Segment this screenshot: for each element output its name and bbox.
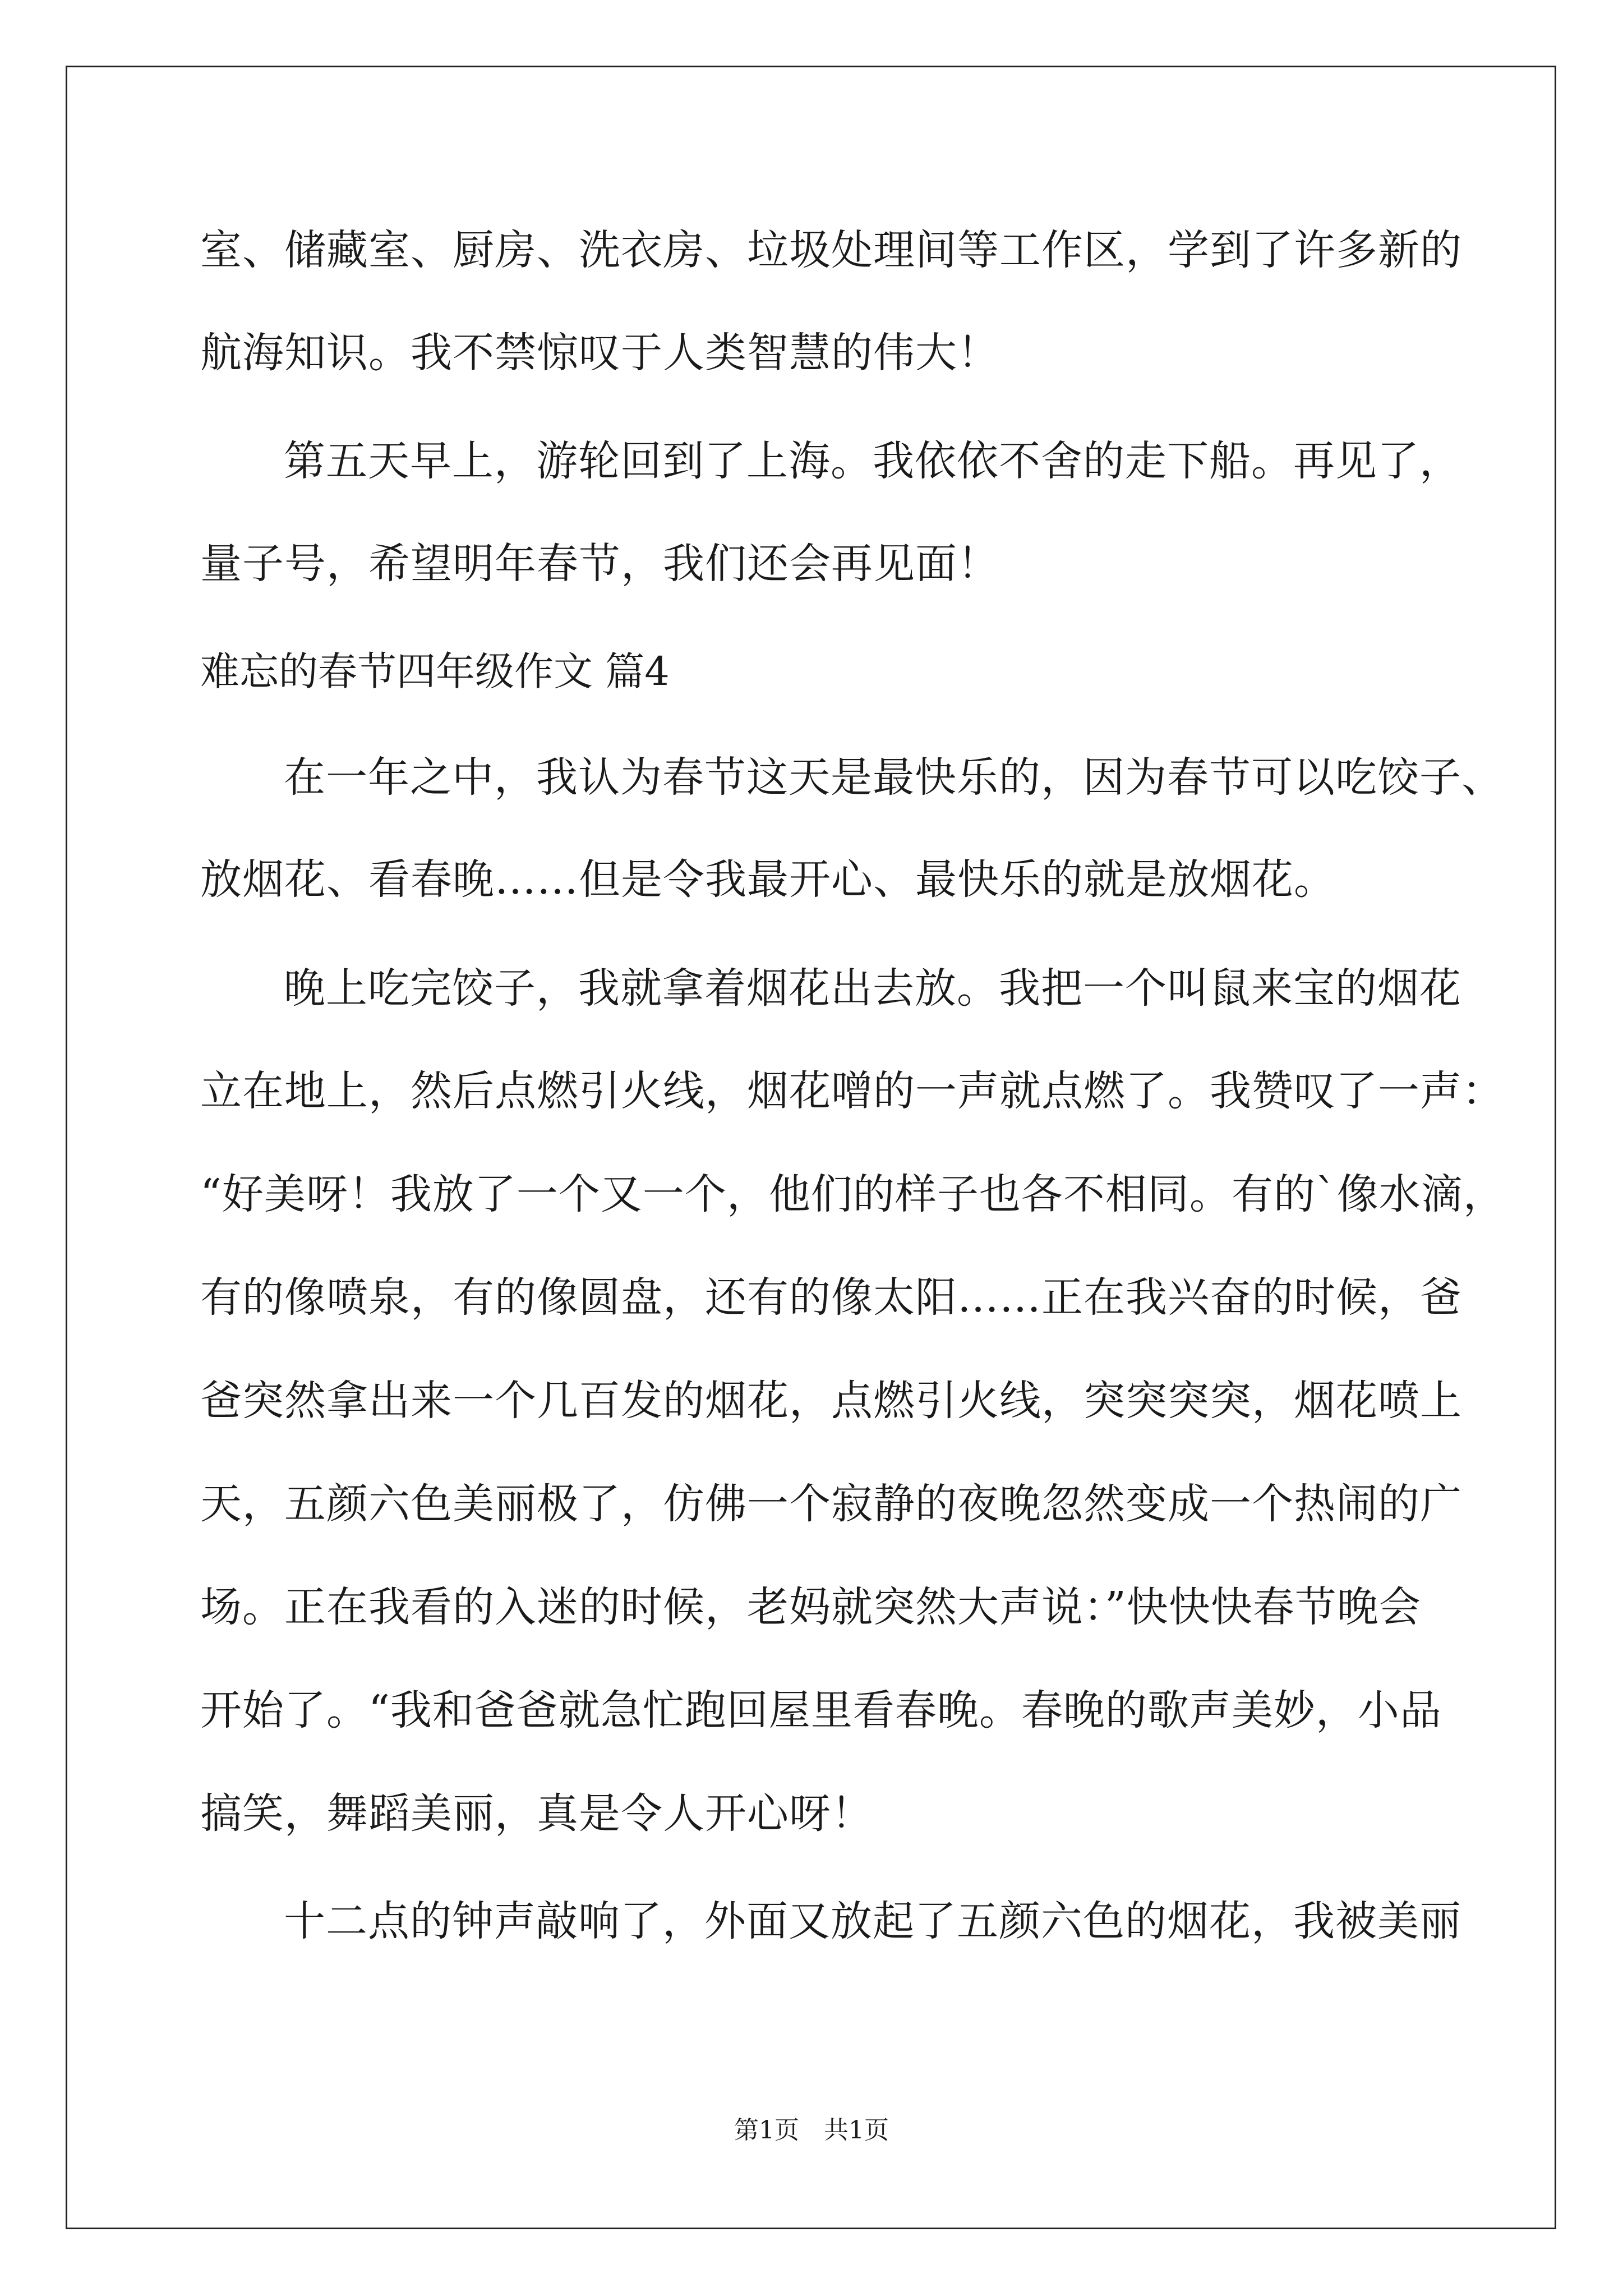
paragraph-line: 室、储藏室、厨房、洗衣房、垃圾处理间等工作区，学到了许多新的 [200, 226, 1462, 274]
paragraph-line: 搞笑，舞蹈美丽，真是令人开心呀！ [200, 1789, 873, 1838]
section-heading: 难忘的春节四年级作文 篇4 [200, 648, 670, 694]
paragraph-line: 放烟花、看春晚……但是令我最开心、最快乐的就是放烟花。 [200, 855, 1336, 904]
paragraph-line: 量子号，希望明年春节，我们还会再见面！ [200, 540, 999, 588]
paragraph-line: “好美呀！我放了一个又一个，他们的样子也各不相同。有的`像水滴， [200, 1170, 1505, 1218]
paragraph-line: 天，五颜六色美丽极了，仿佛一个寂静的夜晚忽然变成一个热闹的广 [200, 1480, 1462, 1528]
paragraph-line: 第五天早上，游轮回到了上海。我依依不舍的走下船。再见了， [284, 437, 1461, 485]
paragraph-line: 航海知识。我不禁惊叹于人类智慧的伟大！ [200, 329, 999, 377]
paragraph-line: 爸突然拿出来一个几百发的烟花，点燃引火线，突突突突，烟花喷上 [200, 1377, 1462, 1425]
paragraph-line: 十二点的钟声敲响了，外面又放起了五颜六色的烟花，我被美丽 [284, 1897, 1461, 1945]
paragraph-line: 立在地上，然后点燃引火线，烟花噌的一声就点燃了。我赞叹了一声： [200, 1067, 1504, 1115]
paragraph-line: 有的像喷泉，有的像圆盘，还有的像太阳……正在我兴奋的时候，爸 [200, 1273, 1462, 1322]
page-number-footer: 第1页 共1页 [734, 2116, 889, 2145]
paragraph-line: 晚上吃完饺子，我就拿着烟花出去放。我把一个叫鼠来宝的烟花 [284, 964, 1461, 1013]
paragraph-line: 在一年之中，我认为春节这天是最快乐的，因为春节可以吃饺子、 [284, 753, 1504, 802]
paragraph-line: 场。正在我看的入迷的时候，老妈就突然大声说：”快快快春节晚会 [200, 1583, 1421, 1631]
paragraph-line: 开始了。“我和爸爸就急忙跑回屋里看春晚。春晚的歌声美妙，小品 [200, 1686, 1442, 1734]
